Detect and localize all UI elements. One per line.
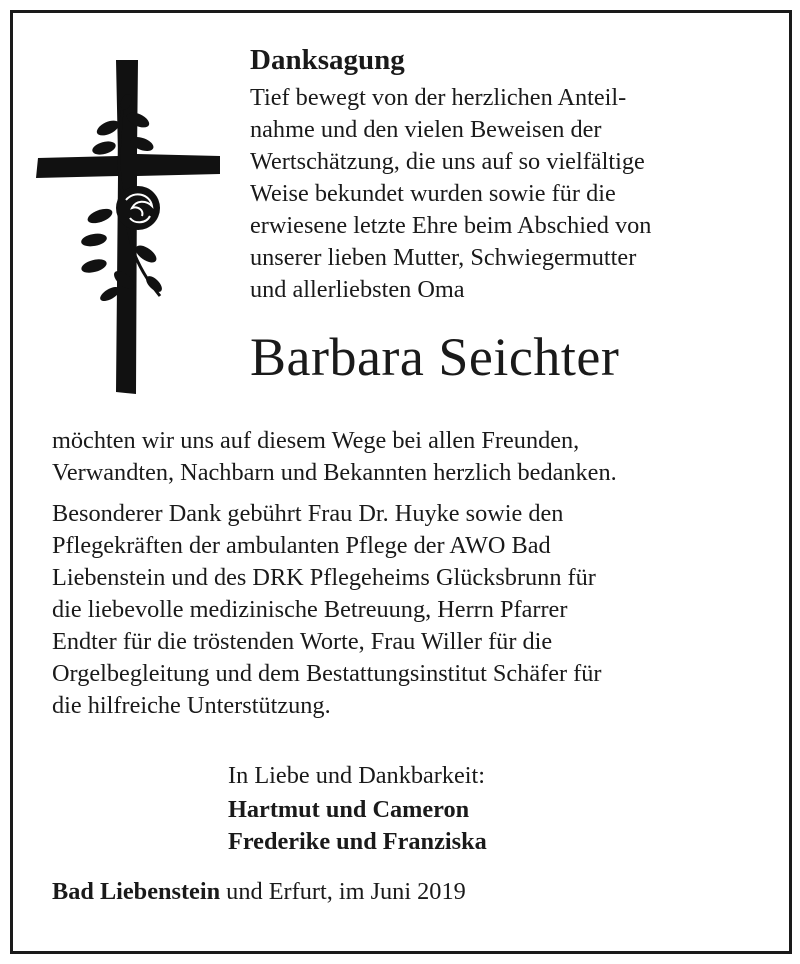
deceased-name: Barbara Seichter [250,327,620,387]
place-name: Bad Liebenstein [52,878,221,905]
signers-list [228,794,487,858]
closing-line: In Liebe und Dankbarkeit: [228,762,486,789]
intro-paragraph: Tief bewegt von der herzlichen Anteil- nahme und den vielen Beweisen der Wertschätzung, die uns auf so vielfältige Weise bekundet wurden sowie für die erwiesene letzte Ehre beim Abschied von unserer lieben Mutter, Schwiegermutter und allerliebsten Oma [250,84,652,303]
place-date-line [52,876,466,908]
thanks-paragraph: möchten wir uns auf diesem Wege bei allen Freunden, Verwandten, Nachbarn und Bekannten herzlich bedanken. [52,427,617,486]
signer-line: Frederike und Franziska [228,828,487,855]
special-thanks-paragraph: Besonderer Dank gebührt Frau Dr. Huyke sowie den Pflegekräften der ambulanten Pflege der AWO Bad Liebenstein und des DRK Pflegeheims Glücksbrunn für die liebevolle medizinische Betreuung, Herrn Pfarrer Endter für die tröstenden Worte, Frau Willer für die Orgelbegleitung und dem Bestattungsinstitut Schäfer für die hilfreiche Unterstützung. [52,500,602,719]
signer-line: Hartmut und Cameron [228,796,470,823]
place-date-text: und Erfurt, im Juni 2019 [220,878,466,905]
cross-with-rose-icon [34,58,222,398]
notice-heading: Danksagung [250,44,405,76]
